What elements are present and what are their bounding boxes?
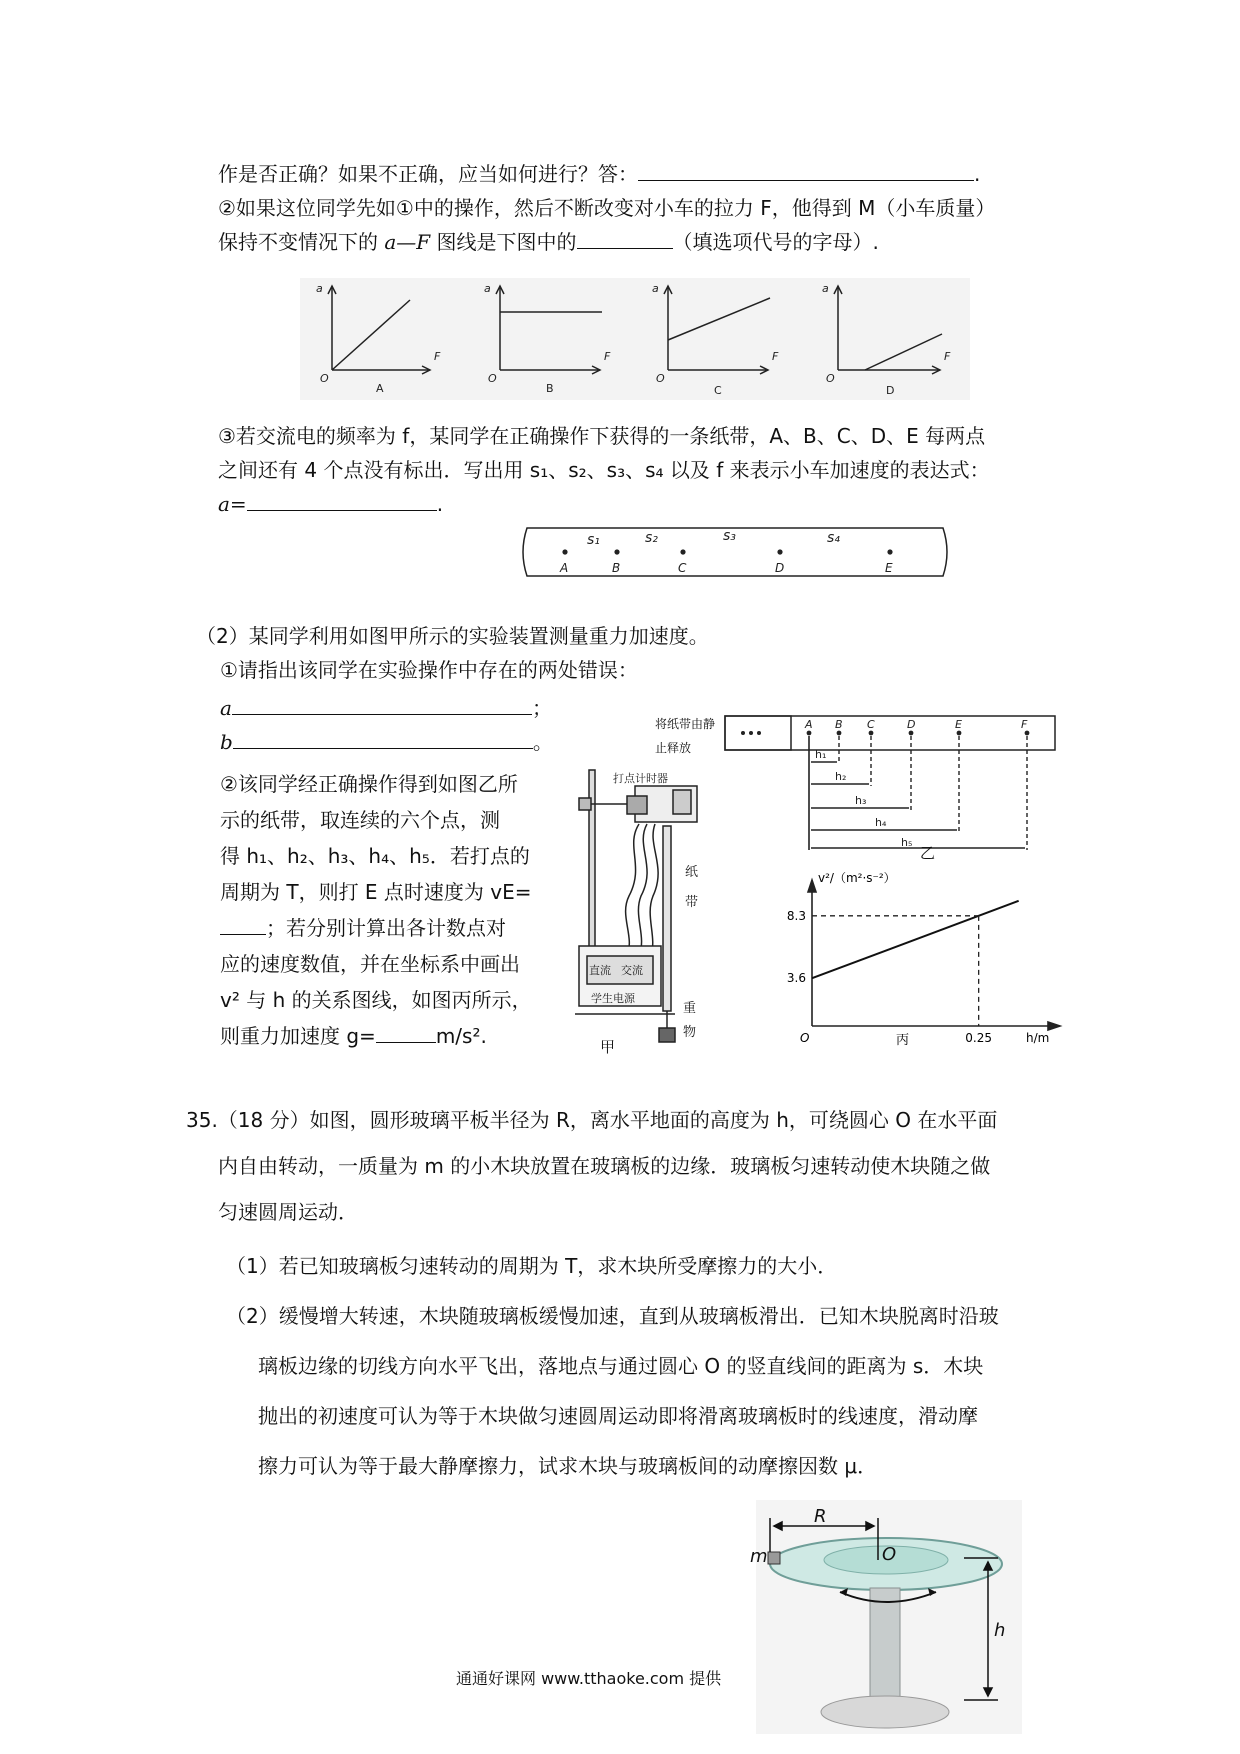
answer-blank[interactable]: [376, 1024, 436, 1043]
caption-yi: 乙: [920, 844, 936, 862]
x-tick-0.25: 0.25: [965, 1031, 993, 1045]
svg-text:C: C: [867, 718, 875, 731]
q2-p8: 则重力加速度 g= m/s².: [220, 1024, 487, 1048]
svg-text:h: h: [994, 1620, 1006, 1641]
answer-blank[interactable]: [638, 162, 974, 181]
svg-text:s₄: s₄: [827, 530, 840, 546]
answer-blank[interactable]: [247, 492, 437, 511]
svg-text:a: a: [822, 282, 829, 295]
q2-a: a ；: [220, 696, 552, 720]
svg-text:学生电源: 学生电源: [591, 992, 635, 1005]
rotating-table-figure: [748, 1500, 1028, 1740]
q35-l1: 35.（18 分）如图，圆形玻璃平板半径为 R，离水平地面的高度为 h，可绕圆心 O 在水平面: [186, 1108, 998, 1132]
q2-p4: 周期为 T，则打 E 点时速度为 vE=: [220, 880, 532, 904]
svg-text:A: A: [376, 382, 384, 395]
footer-text: 通通好课网 www.tthaoke.com 提供: [456, 1669, 722, 1688]
svg-text:O: O: [656, 372, 665, 385]
caption-jia: 甲: [600, 1038, 616, 1056]
q1-line3: 保持不变情况下的 a—F 图线是下图中的 （填选项代号的字母）.: [218, 230, 879, 254]
svg-text:s₂: s₂: [645, 530, 658, 546]
svg-text:F: F: [944, 350, 951, 363]
svg-text:a: a: [652, 282, 659, 295]
y-tick-8.3: 8.3: [786, 908, 806, 923]
q2-heading: （2）某同学利用如图甲所示的实验装置测量重力加速度。: [196, 624, 709, 648]
svg-text:h₁: h₁: [815, 748, 827, 761]
y-tick-3.6: 3.6: [786, 971, 806, 986]
q1-line2: ②如果这位同学先如①中的操作，然后不断改变对小车的拉力 F，他得到 M（小车质量）: [218, 196, 996, 220]
q35-s1: （1）若已知玻璃板匀速转动的周期为 T，求木块所受摩擦力的大小．: [226, 1254, 838, 1278]
q35-s2-2: 璃板边缘的切线方向水平飞出，落地点与通过圆心 O 的竖直线间的距离为 s．木块: [258, 1354, 984, 1378]
svg-text:直流: 直流: [589, 964, 611, 977]
svg-text:B: B: [835, 718, 843, 731]
q35-l3: 匀速圆周运动．: [218, 1200, 358, 1224]
svg-text:D: D: [907, 718, 916, 731]
answer-blank[interactable]: [577, 230, 673, 249]
release-label: 将纸带由静止释放: [655, 717, 716, 755]
svg-text:h₂: h₂: [835, 770, 847, 783]
answer-blank[interactable]: [220, 916, 266, 935]
svg-text:C: C: [714, 384, 722, 397]
q35-s2-4: 擦力可认为等于最大静摩擦力，试求木块与玻璃板间的动摩擦因数 μ．: [258, 1454, 878, 1478]
origin-label: O: [800, 1031, 810, 1045]
svg-text:C: C: [678, 561, 687, 575]
svg-text:h₅: h₅: [901, 836, 913, 849]
svg-text:纸: 纸: [685, 865, 699, 880]
svg-text:D: D: [775, 561, 785, 575]
svg-text:B: B: [612, 561, 621, 575]
answer-blank[interactable]: [233, 730, 533, 749]
svg-text:h₄: h₄: [875, 816, 887, 829]
af-graphs: [300, 278, 970, 400]
q2-p3: 得 h₁、h₂、h₃、h₄、h₅．若打点的: [220, 844, 530, 868]
svg-text:B: B: [546, 382, 554, 395]
svg-text:s₃: s₃: [723, 528, 736, 544]
svg-text:D: D: [886, 384, 895, 397]
svg-text:a: a: [484, 282, 491, 295]
q1-line5: 之间还有 4 个点没有标出．写出用 s₁、s₂、s₃、s₄ 以及 f 来表示小车加速度的表达式：: [218, 458, 990, 482]
q2-p7: v² 与 h 的关系图线，如图丙所示，: [220, 988, 532, 1012]
q1-line1: 作是否正确？如果不正确，应当如何进行？答： .: [218, 162, 981, 186]
q35-s2-3: 抛出的初速度可认为等于木块做匀速圆周运动即将滑离玻璃板时的线速度，滑动摩: [258, 1404, 978, 1428]
svg-text:重: 重: [683, 1001, 697, 1016]
x-axis-label: h/m: [1026, 1031, 1050, 1045]
svg-text:F: F: [772, 350, 779, 363]
svg-text:O: O: [320, 372, 329, 385]
svg-text:F: F: [434, 350, 441, 363]
svg-text:R: R: [814, 1506, 827, 1527]
svg-text:O: O: [826, 372, 835, 385]
q2-p2: 示的纸带，取连续的六个点，测: [220, 808, 500, 832]
q35-l2: 内自由转动，一质量为 m 的小木块放置在玻璃板的边缘．玻璃板匀速转动使木块随之做: [218, 1154, 991, 1178]
v2-h-chart: [770, 870, 1070, 1046]
answer-blank[interactable]: [232, 696, 532, 715]
svg-text:O: O: [488, 372, 497, 385]
svg-text:带: 带: [685, 895, 699, 910]
q2-b: b 。: [220, 730, 553, 754]
caption-bing: 丙: [896, 1033, 910, 1046]
q2-p1: ②该同学经正确操作得到如图乙所: [220, 772, 518, 796]
q2-p6: 应的速度数值，并在坐标系中画出: [220, 952, 520, 976]
svg-text:m: m: [750, 1546, 768, 1567]
fit-line: [812, 901, 1019, 978]
svg-text:F: F: [1021, 718, 1028, 731]
svg-text:A: A: [560, 561, 569, 575]
svg-text:E: E: [885, 561, 893, 575]
svg-text:交流: 交流: [621, 964, 643, 977]
q2-p5: ；若分别计算出各计数点对: [220, 914, 506, 942]
svg-text:h₃: h₃: [855, 794, 867, 807]
svg-text:物: 物: [683, 1025, 697, 1040]
svg-text:O: O: [882, 1544, 897, 1565]
svg-text:A: A: [805, 718, 813, 731]
svg-text:a: a: [316, 282, 323, 295]
y-axis-label: v²/（m²·s⁻²）: [818, 871, 896, 885]
svg-text:s₁: s₁: [587, 532, 600, 548]
paper-tape: [515, 522, 955, 584]
q35-s2-1: （2）缓慢增大转速，木块随玻璃板缓慢加速，直到从玻璃板滑出．已知木块脱离时沿玻: [226, 1304, 999, 1328]
q1-line4: ③若交流电的频率为 f，某同学在正确操作下获得的一条纸带，A、B、C、D、E 每两点: [218, 424, 986, 448]
svg-text:F: F: [604, 350, 611, 363]
q1-line6: a= .: [218, 492, 444, 516]
svg-text:E: E: [955, 718, 962, 731]
svg-text:打点计时器: 打点计时器: [613, 772, 668, 785]
q2-sub1: ①请指出该同学在实验操作中存在的两处错误：: [220, 658, 638, 682]
